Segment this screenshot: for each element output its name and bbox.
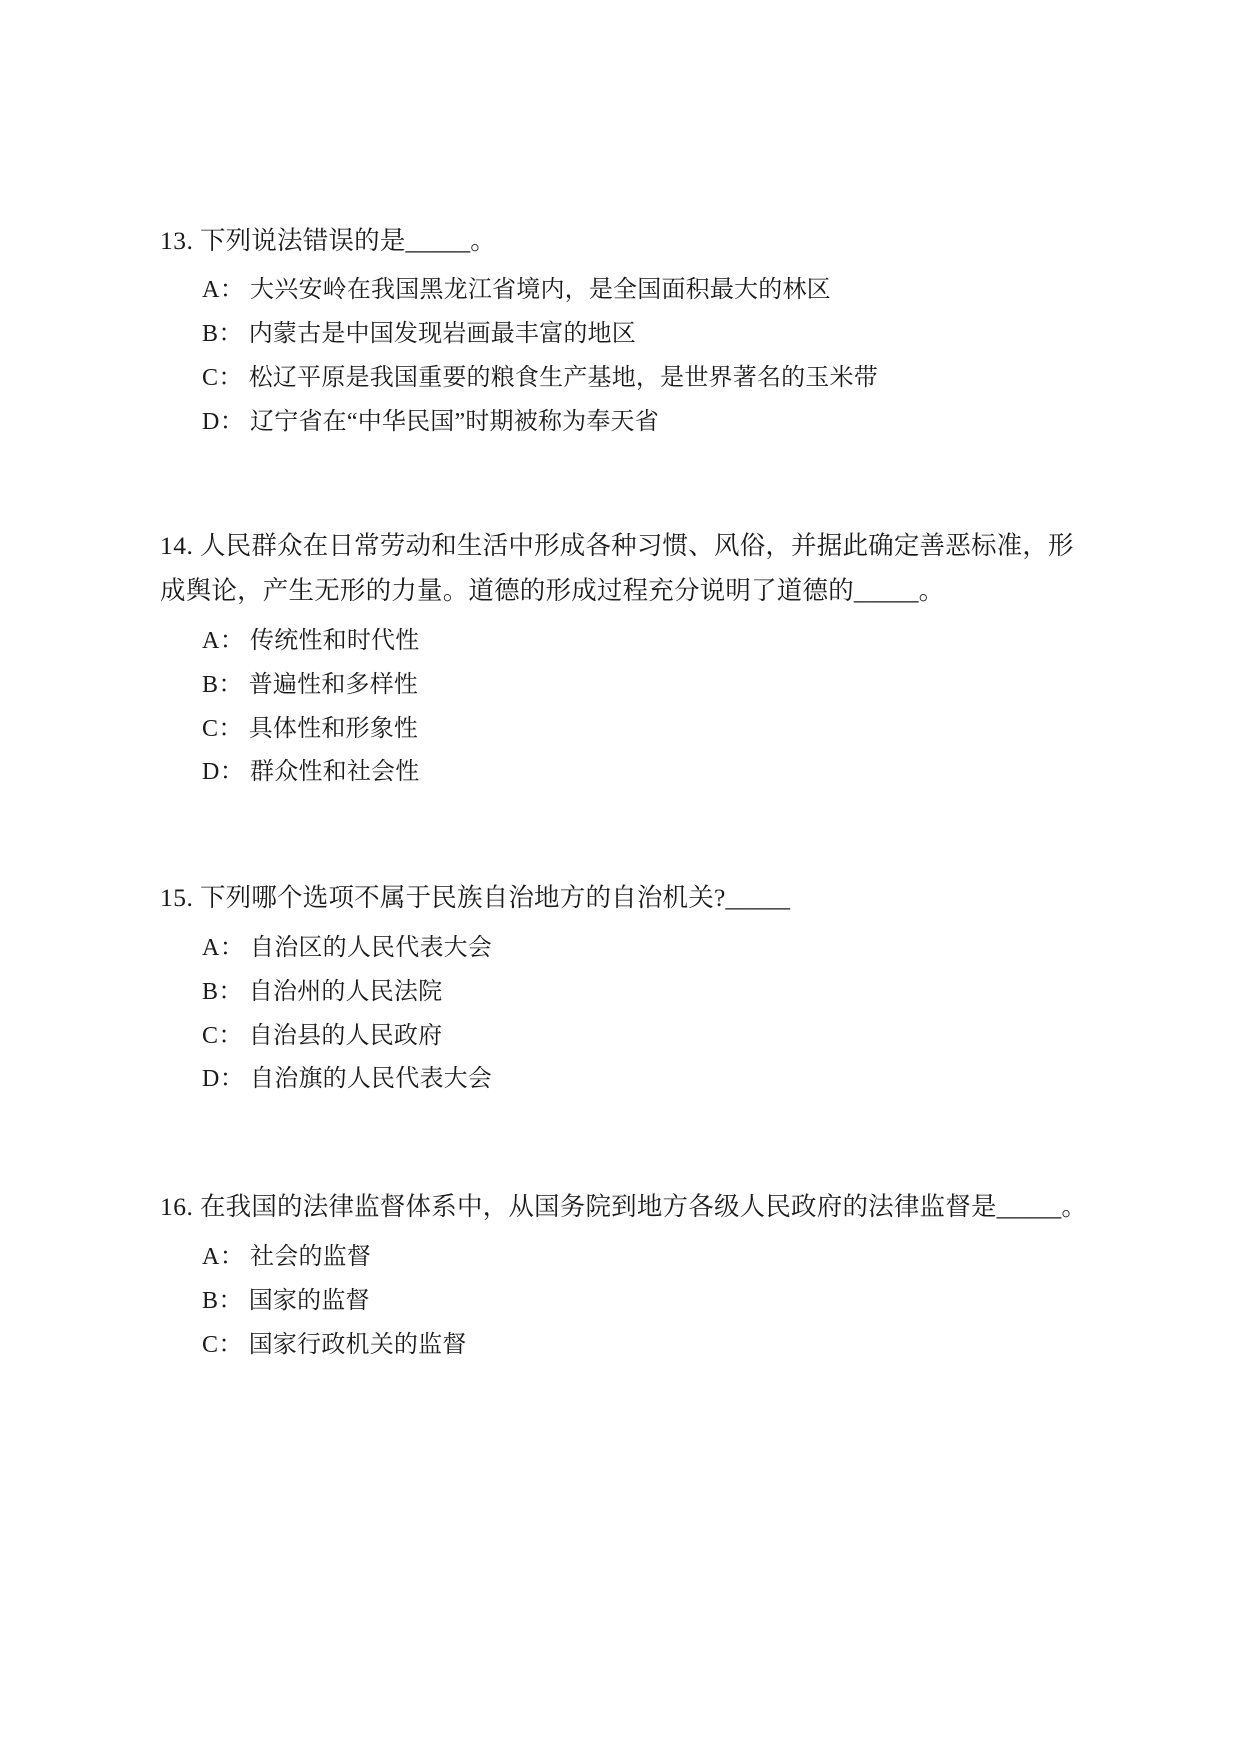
option-letter: A [202,934,220,961]
option-item[interactable] [160,620,1090,664]
question-stem [160,218,1090,263]
question-block [160,218,1090,445]
option-list [160,269,1090,445]
option-list [160,927,1090,1103]
option-text: 松辽平原是我国重要的粮食生产基地，是世界著名的玉米带 [248,365,878,392]
option-separator: ： [218,671,243,698]
question-text: 下列哪个选项不属于民族自治地方的自治机关?_____ [199,883,791,913]
option-text: 普遍性和多样性 [248,671,419,698]
option-item[interactable] [160,1236,1090,1280]
option-text: 国家的监督 [248,1287,370,1314]
question-text: 在我国的法律监督体系中，从国务院到地方各级人民政府的法律监督是_____。 [199,1192,1088,1222]
option-item[interactable] [160,751,1090,795]
question-number: 15. [160,883,194,913]
option-letter: D [202,759,220,786]
option-text: 内蒙古是中国发现岩画最丰富的地区 [248,321,636,348]
option-separator: ： [218,1331,243,1358]
option-separator: ： [219,409,244,436]
option-separator: ： [219,759,244,786]
question-text: 下列说法错误的是_____。 [199,226,497,255]
option-separator: ： [218,978,243,1005]
option-separator: ： [219,1066,244,1093]
option-letter: C [202,715,219,742]
option-item[interactable] [160,1058,1090,1102]
option-separator: ： [218,715,243,742]
option-text: 自治县的人民政府 [248,1022,443,1049]
option-letter: C [202,1331,219,1358]
option-letter: D [202,409,220,436]
option-item[interactable] [160,401,1090,445]
option-letter: A [202,277,220,304]
option-text: 自治区的人民代表大会 [250,934,493,961]
option-letter: C [202,1022,219,1049]
option-separator: ： [219,277,244,304]
option-text: 社会的监督 [250,1243,372,1270]
option-letter: B [202,671,219,698]
option-text: 辽宁省在“中华民国”时期被称为奉天省 [250,409,659,436]
question-block [160,1184,1090,1367]
question-stem [160,1184,1090,1229]
option-letter: C [202,365,219,392]
option-list [160,620,1090,796]
option-text: 自治州的人民法院 [248,978,443,1005]
option-separator: ： [218,321,243,348]
option-separator: ： [218,365,243,392]
option-text: 自治旗的人民代表大会 [250,1066,493,1093]
option-text: 传统性和时代性 [250,627,420,654]
option-letter: D [202,1066,220,1093]
option-separator: ： [219,627,244,654]
option-letter: B [202,321,219,348]
option-item[interactable] [160,927,1090,971]
question-text: 人民群众在日常劳动和生活中形成各种习惯、风俗，并据此确定善恶标准，形成舆论，产生无形的力量。道德的形成过程充分说明了道德的_____。 [160,531,1074,606]
option-letter: A [202,627,220,654]
option-item[interactable] [160,1280,1090,1324]
question-stem [160,523,1090,614]
option-text: 国家行政机关的监督 [248,1331,467,1358]
option-separator: ： [219,934,244,961]
option-item[interactable] [160,357,1090,401]
option-item[interactable] [160,664,1090,708]
option-separator: ： [218,1022,243,1049]
question-stem [160,875,1090,920]
option-text: 具体性和形象性 [248,715,419,742]
option-letter: A [202,1243,220,1270]
option-text: 大兴安岭在我国黑龙江省境内，是全国面积最大的林区 [250,277,831,304]
option-item[interactable] [160,1324,1090,1368]
option-separator: ： [219,1243,244,1270]
option-item[interactable] [160,971,1090,1015]
option-item[interactable] [160,708,1090,752]
option-text: 群众性和社会性 [250,759,420,786]
option-list [160,1236,1090,1368]
question-block [160,523,1090,795]
option-letter: B [202,1287,219,1314]
option-item[interactable] [160,313,1090,357]
question-block [160,875,1090,1102]
option-item[interactable] [160,1015,1090,1059]
question-number: 14. [160,531,194,560]
option-separator: ： [218,1287,243,1314]
question-number: 13. [160,226,194,255]
question-number: 16. [160,1192,194,1222]
option-item[interactable] [160,269,1090,313]
option-letter: B [202,978,219,1005]
